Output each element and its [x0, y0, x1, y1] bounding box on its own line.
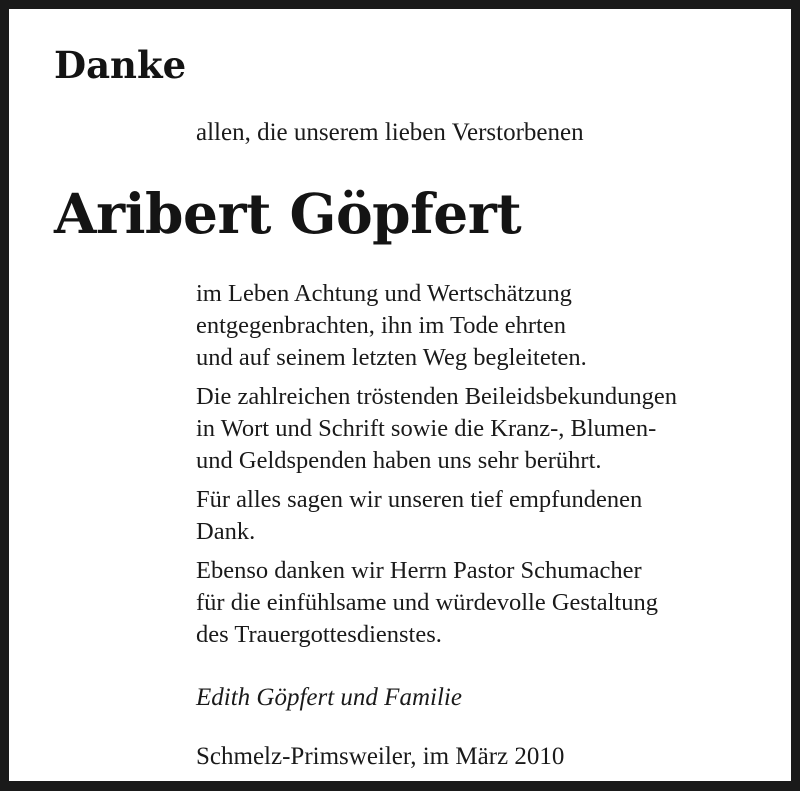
paragraph-line: entgegenbrachten, ihn im Tode ehrten	[196, 312, 566, 339]
paragraph-pastor	[196, 555, 776, 651]
paragraph-line: Dank.	[196, 518, 256, 545]
message-body	[196, 278, 776, 658]
paragraph-line: und auf seinem letzten Weg begleiteten.	[196, 344, 587, 371]
paragraph-line: Für alles sagen wir unseren tief empfundenen	[196, 486, 643, 513]
signature: Edith Göpfert und Familie	[196, 684, 462, 711]
paragraph-line: Die zahlreichen tröstenden Beileidsbekundungen	[196, 383, 677, 410]
deceased-name: Aribert Göpfert	[54, 181, 522, 246]
paragraph-line: des Trauergottesdienstes.	[196, 621, 442, 648]
paragraph-gratitude	[196, 278, 776, 374]
paragraph-line: und Geldspenden haben uns sehr berührt.	[196, 447, 602, 474]
paragraph-line: für die einfühlsame und würdevolle Gestaltung	[196, 589, 658, 616]
paragraph-line: Ebenso danken wir Herrn Pastor Schumacher	[196, 557, 642, 584]
place-and-date: Schmelz-Primsweiler, im März 2010	[196, 743, 565, 770]
intro-line: allen, die unserem lieben Verstorbenen	[196, 119, 584, 146]
paragraph-thanks	[196, 484, 776, 548]
paragraph-condolences	[196, 381, 776, 477]
notice-heading: Danke	[54, 43, 187, 87]
paragraph-line: in Wort und Schrift sowie die Kranz-, Blumen-	[196, 415, 657, 442]
paragraph-line: im Leben Achtung und Wertschätzung	[196, 280, 572, 307]
